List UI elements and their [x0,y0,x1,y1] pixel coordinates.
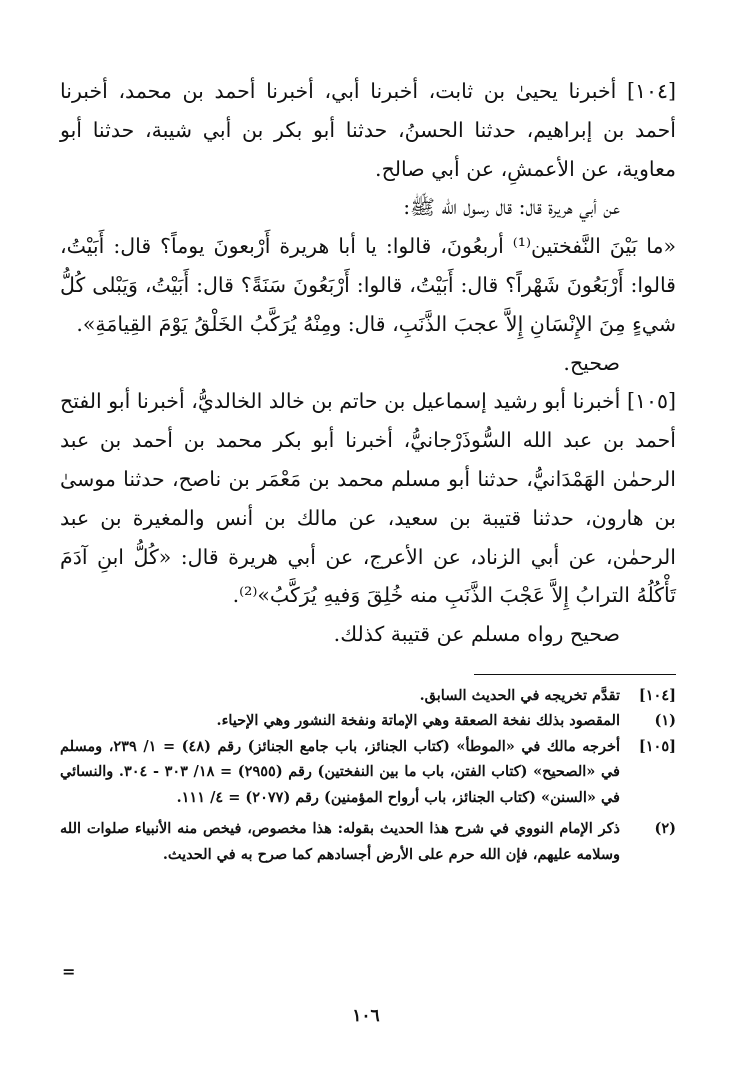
footnote-text: ذكر الإمام النووي في شرح هذا الحديث بقوله: هذا مخصوص، فيخص منه الأنبياء صلوات الله وسلامه عليهم، فإن الله حرم على الأرض أجسادهم كما صرح به في الحديث. [60,820,620,863]
footnote-mark: [١٠٥] [638,737,676,755]
hadith-105-text: [١٠٥] أخبرنا أبو رشيد إسماعيل بن حاتم بن خالد الخالديُّ، أخبرنا أبو الفتح أحمد بن عبد الله السُّوذَرْجانيُّ، أخبرنا أبو بكر محمد بن أحمد بن عبد الرحمٰن الهَمْدَانيُّ، حدثنا أبو مسلم محمد بن مَعْمَر بن ناصح، حدثنا موسىٰ بن هارون، حدثنا قتيبة بن سعيد، عن مالك بن أنس والمغيرة بن عبد الرحمٰن، عن أبي الزناد، عن الأعرج، عن أبي هريرة قال: «كُلُّ ابنِ آدَمَ تَأْكُلُهُ الترابُ إِلاَّ عَجْبَ الذَّنَبِ منه خُلِقَ وَفيهِ يُرَكَّبُ»⁽²⁾. [60,389,676,608]
hadith-104-isnad: [١٠٤] أخبرنا يحيىٰ بن ثابت، أخبرنا أبي، أخبرنا أحمد بن محمد، أخبرنا أحمد بن إبراهيم، حدثنا الحسنُ، حدثنا أبو بكر بن أبي شيبة، حدثنا أبو معاوية، عن الأعمشِ، عن أبي صالح. [60,79,676,181]
footnotes [60,683,676,868]
footnote-105 [60,734,676,811]
footnote-mark: (١) [654,712,676,730]
footnote-text: تقدَّم تخريجه في الحديث السابق. [419,686,620,704]
footnote-mark: (٢) [654,820,676,838]
hadith-105-grading: صحيح رواه مسلم عن قتيبة كذلك. [333,622,620,647]
footnote-104 [60,683,676,709]
continuation-mark: = [62,962,76,981]
book-page [60,72,676,1062]
footnote-text: أخرجه مالك في «الموطأ» (كتاب الجنائز، باب جامع الجنائز) رقم (٤٨) = ١/ ٢٣٩، ومسلم في «الصحيح» (كتاب الفتن، باب ما بين النفختين) رقم (٢٩٥٥) = ١٨/ ٣٠٣ - ٣٠٤. والنسائي في «السنن» (كتاب الجنائز، باب أرواح المؤمنين) رقم (٢٠٧٧) = ٤/ ١١١. [60,737,620,806]
hadith-104-narrator: عن أبي هريرة قال: قال رسول الله ﷺ: [403,195,620,220]
footnote-divider [474,674,676,675]
main-text [60,72,676,654]
footnote-1 [60,708,676,734]
page-number: ١٠٦ [352,1006,380,1026]
hadith-104-matn: «ما بَيْنَ النَّفختين⁽¹⁾ أربعُونَ، قالوا: يا أبا هريرة أَرْبعونَ يوماً؟ قال: أَبَيْتُ، قالوا: أَرْبَعُونَ شَهْراً؟ قال: أَبَيْتُ، قالوا: أَرْبَعُونَ سَنَةً؟ قال: أَبَيْتُ، وَيَبْلى كُلُّ شيءٍ مِنَ الإِنْسَانِ إِلاَّ عجبَ الذَّنَبِ، قال: ومِنْهُ يُرَكَّبُ الخَلْقُ يَوْمَ القِيامَةِ». [60,234,677,336]
footnote-2 [60,816,676,867]
footnote-mark: [١٠٤] [638,686,676,704]
hadith-104-grading: صحيح. [563,350,620,375]
footnote-text: المقصود بذلك نفخة الصعقة وهي الإماتة ونفخة النشور وهي الإحياء. [216,712,620,730]
